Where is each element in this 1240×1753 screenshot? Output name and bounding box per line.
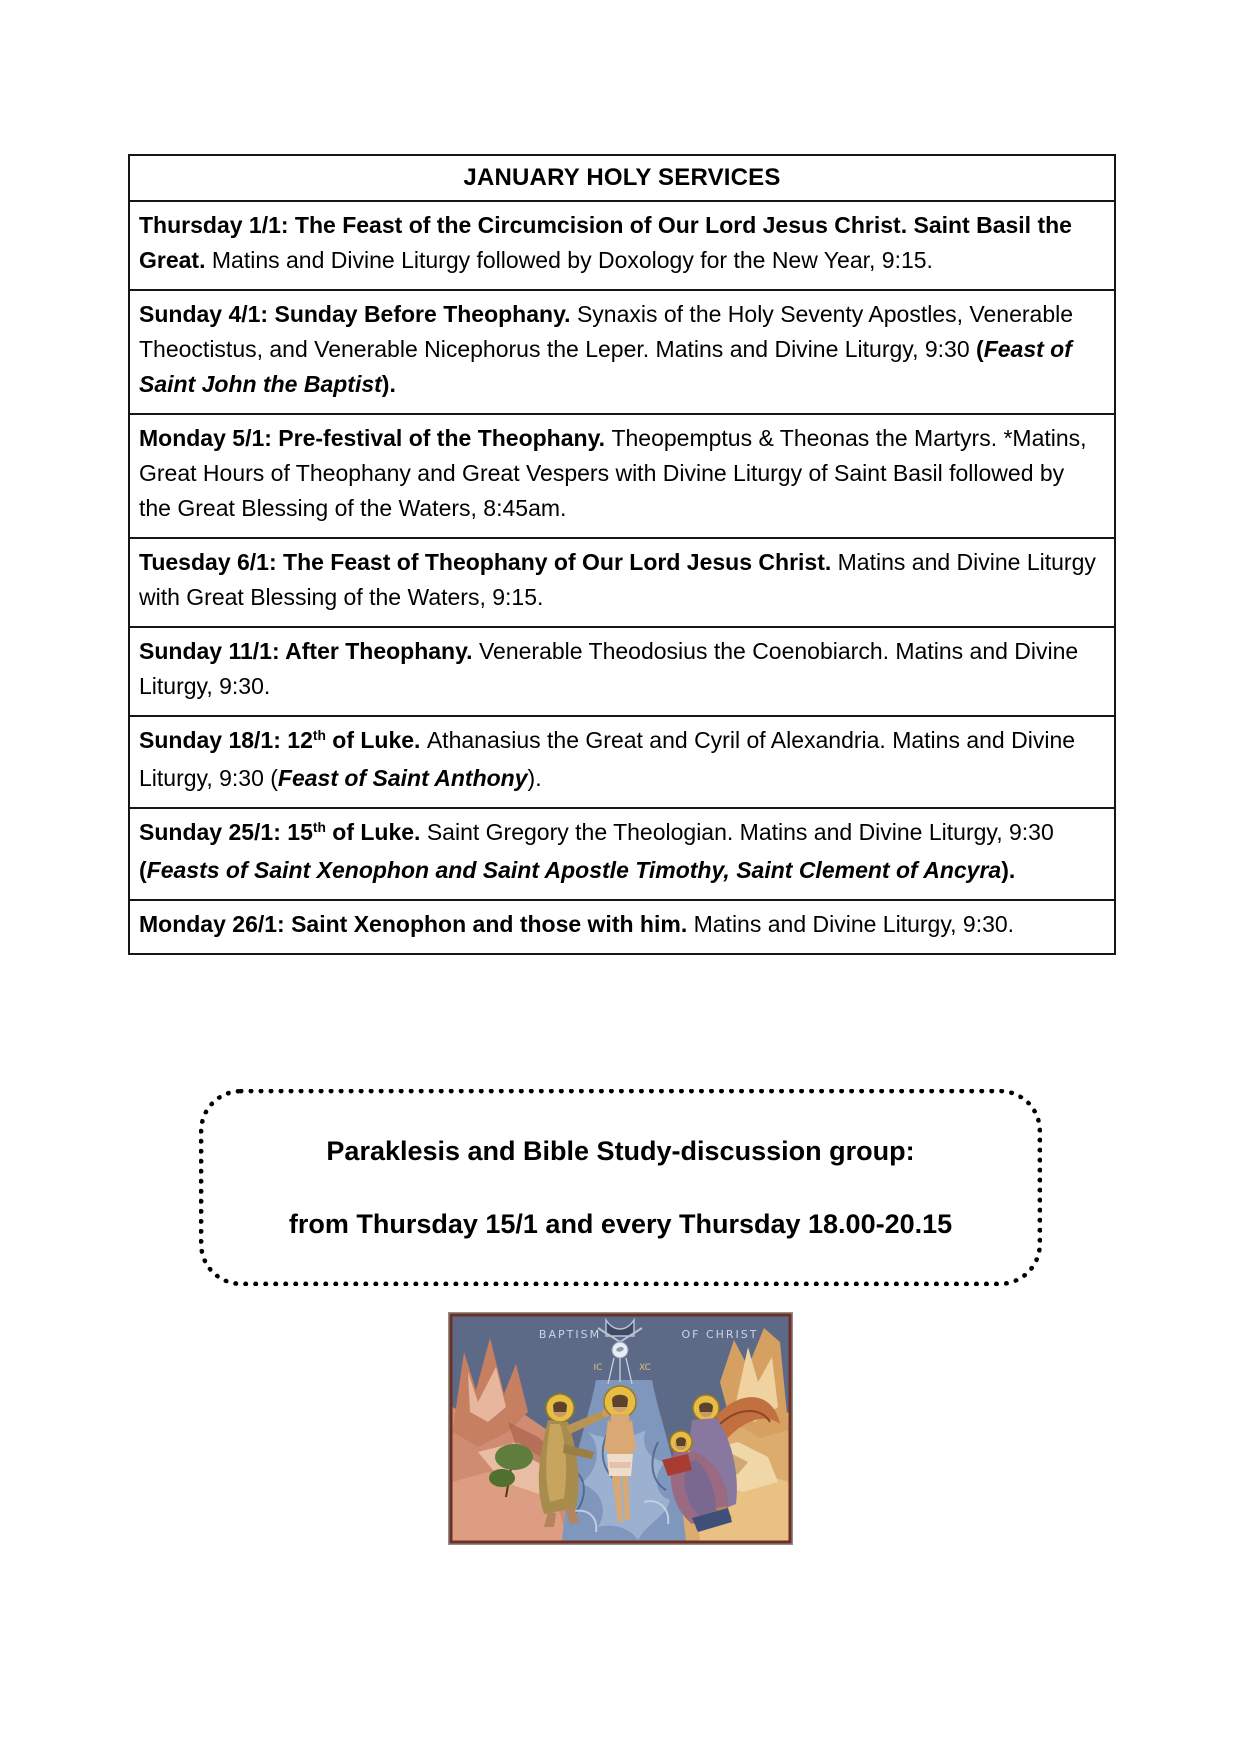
- icon-caption-left: BAPTISM: [538, 1328, 602, 1341]
- service-text-segment: of Luke.: [325, 819, 427, 845]
- service-entry: [129, 808, 1115, 900]
- service-text-segment: (: [976, 336, 984, 362]
- table-row: [129, 900, 1115, 954]
- service-entry: [129, 538, 1115, 627]
- service-text-segment: Saint Gregory the Theologian. Matins and Divine Liturgy, 9:30: [426, 819, 1054, 845]
- notice-box: [199, 1089, 1042, 1286]
- service-text-segment: ).: [381, 371, 396, 397]
- service-text-segment: th: [312, 728, 326, 744]
- service-text-segment: (: [139, 857, 147, 883]
- baptism-of-christ-icon: [448, 1312, 793, 1545]
- service-text-segment: Tuesday 6/1: The Feast of Theophany of Our Lord Jesus Christ.: [139, 549, 838, 575]
- notice-line-1: Paraklesis and Bible Study-discussion group:: [326, 1135, 915, 1166]
- table-row: [129, 808, 1115, 900]
- service-text-segment: Feasts of Saint Xenophon and Saint Apostle Timothy, Saint Clement of Ancyra: [146, 857, 1002, 883]
- notice-line-2: from Thursday 15/1 and every Thursday 18.00-20.15: [288, 1208, 953, 1239]
- service-entry: [129, 290, 1115, 414]
- service-text-segment: Feast of Saint Anthony: [277, 765, 528, 791]
- service-text-segment: Theopemptus & Theonas the Martyrs. *Matins, Great Hours of Theophany and Great Vespers with Divine Liturgy of Saint Basil followed by the Great Blessing of the Waters, 8:45am.: [139, 425, 1087, 521]
- service-entry: [129, 201, 1115, 290]
- service-text-segment: Monday 26/1: Saint Xenophon and those with him.: [139, 911, 694, 937]
- service-text-segment: Athanasius the Great and Cyril of Alexandria. Matins and Divine Liturgy, 9:30 (: [139, 727, 1076, 791]
- service-text-segment: Matins and Divine Liturgy with Great Blessing of the Waters, 9:15.: [139, 549, 1096, 610]
- table-row: [129, 538, 1115, 627]
- service-text-segment: th: [312, 820, 326, 836]
- table-row: [129, 290, 1115, 414]
- service-text-segment: Sunday 4/1: Sunday Before Theophany.: [139, 301, 577, 327]
- service-text-segment: Thursday 1/1: The Feast of the Circumcision of Our Lord Jesus Christ. Saint Basil the Great.: [139, 212, 1072, 273]
- services-table: [128, 154, 1116, 955]
- service-text-segment: Matins and Divine Liturgy followed by Doxology for the New Year, 9:15.: [211, 247, 933, 273]
- service-text-segment: Feast of Saint John the Baptist: [139, 336, 1072, 397]
- icon-monogram-xc: XC: [639, 1363, 651, 1373]
- table-row: [129, 627, 1115, 716]
- service-text-segment: Venerable Theodosius the Coenobiarch. Matins and Divine Liturgy, 9:30.: [139, 638, 1079, 699]
- service-rows: [129, 201, 1115, 954]
- icon-monogram-ic: IC: [593, 1363, 603, 1373]
- service-text-segment: ).: [527, 765, 542, 791]
- table-header-row: [129, 155, 1115, 201]
- table-title: JANUARY HOLY SERVICES: [129, 155, 1115, 201]
- table-row: [129, 716, 1115, 808]
- service-entry: [129, 716, 1115, 808]
- service-entry: [129, 414, 1115, 538]
- service-text-segment: ).: [1001, 857, 1016, 883]
- service-text-segment: Matins and Divine Liturgy, 9:30.: [693, 911, 1015, 937]
- service-text-segment: Sunday 25/1: 15: [139, 819, 313, 845]
- service-text-segment: Sunday 18/1: 12: [139, 727, 313, 753]
- service-text-segment: of Luke.: [325, 727, 427, 753]
- table-row: [129, 201, 1115, 290]
- service-entry: [129, 627, 1115, 716]
- service-text-segment: Sunday 11/1: After Theophany.: [139, 638, 479, 664]
- icon-caption-right: OF CHRIST: [681, 1328, 759, 1341]
- table-row: [129, 414, 1115, 538]
- service-entry: [129, 900, 1115, 954]
- service-text-segment: Synaxis of the Holy Seventy Apostles, Venerable Theoctistus, and Venerable Nicephorus the Leper. Matins and Divine Liturgy, 9:30: [139, 301, 1074, 362]
- service-text-segment: Monday 5/1: Pre-festival of the Theophany.: [139, 425, 612, 451]
